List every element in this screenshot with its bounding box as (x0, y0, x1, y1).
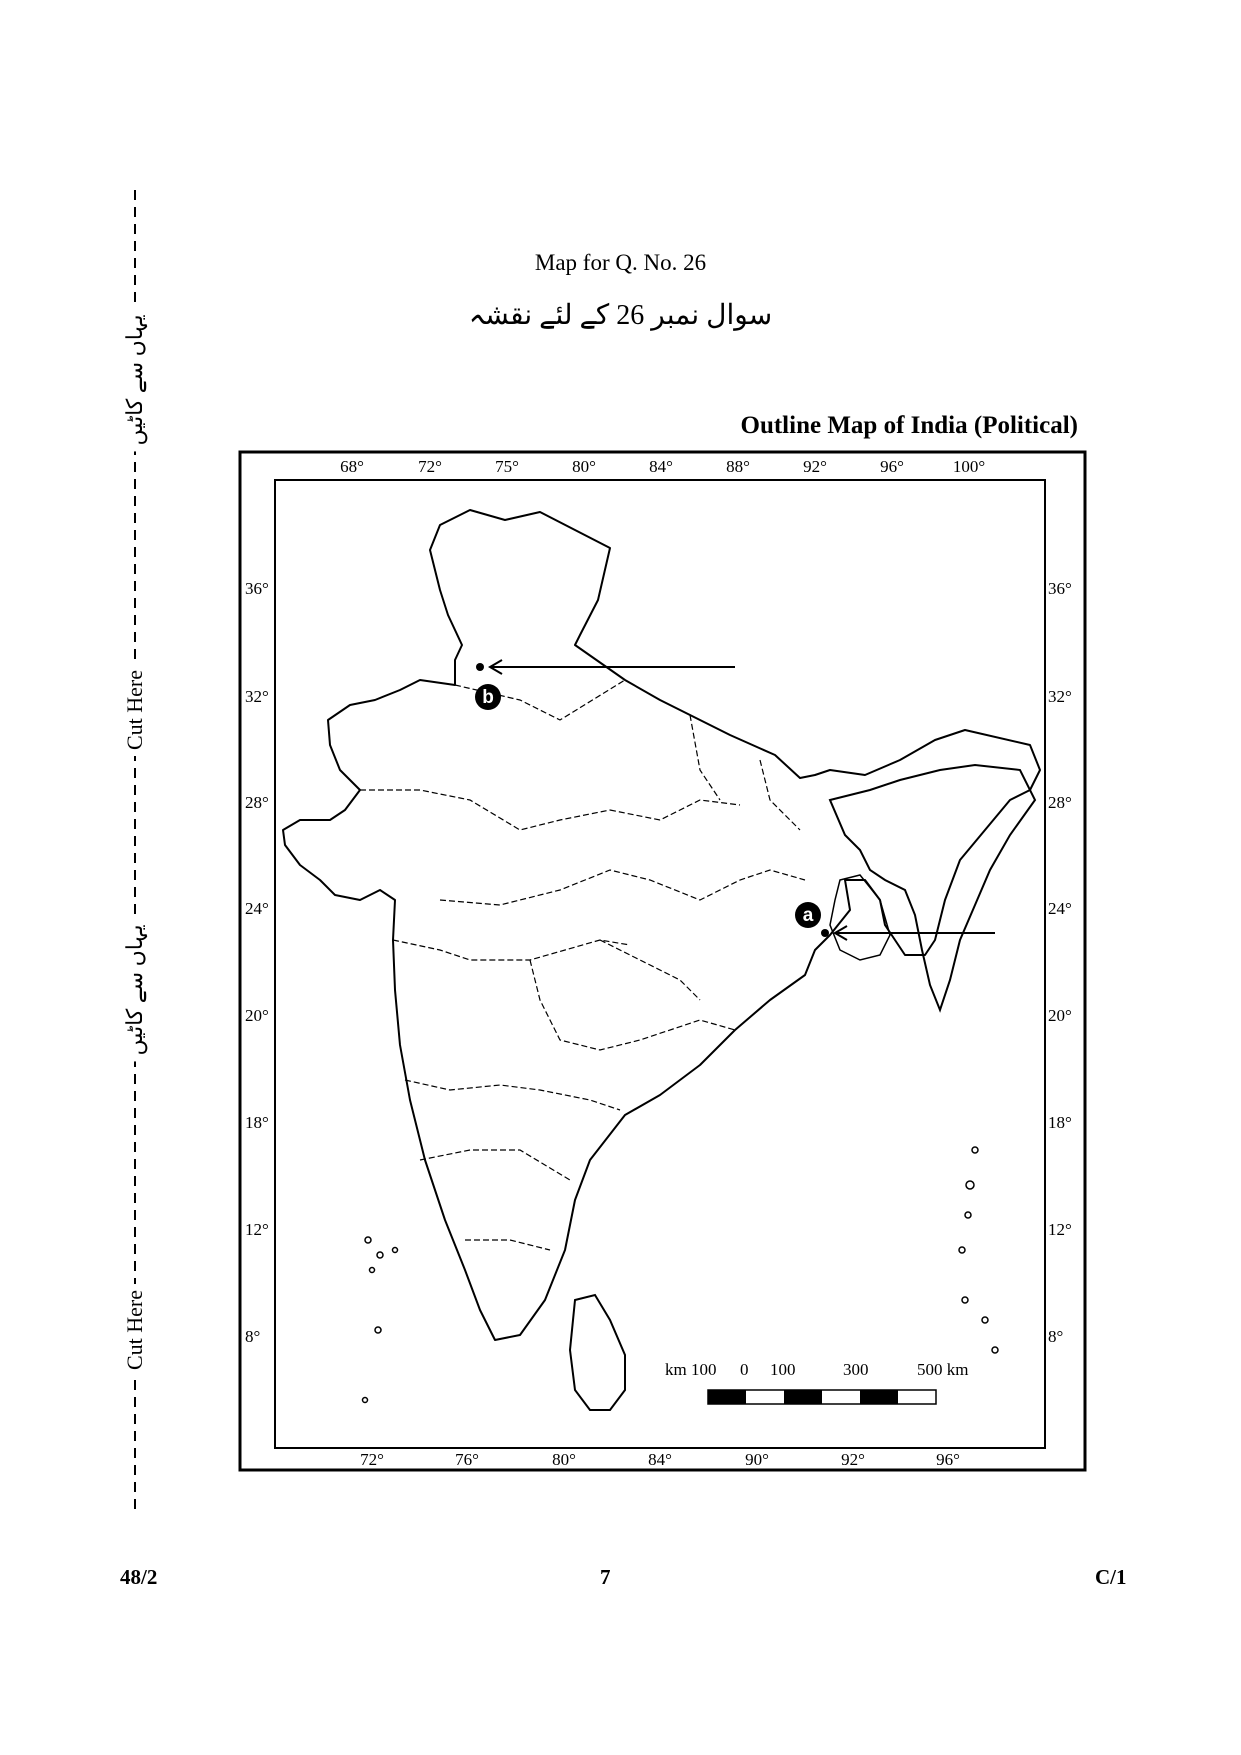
tick-label: 92° (841, 1450, 865, 1469)
paper-code: 48/2 (120, 1565, 158, 1589)
marker-b-point (476, 663, 484, 671)
marker-b-label: b (482, 687, 494, 708)
tick-label: 84° (649, 457, 673, 476)
tick-label: 20° (1048, 1006, 1072, 1025)
tick-label: 24° (245, 899, 269, 918)
tick-label: 75° (495, 457, 519, 476)
tick-label: 68° (340, 457, 364, 476)
tick-label: 72° (360, 1450, 384, 1469)
tick-label: 96° (936, 1450, 960, 1469)
map-title: Outline Map of India (Political) (740, 412, 1078, 439)
set-code: C/1 (1095, 1565, 1127, 1589)
tick-label: 72° (418, 457, 442, 476)
cut-label-english: Cut Here (122, 1284, 148, 1376)
tick-label: 36° (1048, 579, 1072, 598)
question-title-urdu: سوال نمبر 26 کے لئے نقشہ (468, 300, 773, 331)
tick-label: 12° (1048, 1220, 1072, 1239)
inner-frame (275, 480, 1045, 1448)
tick-label: 18° (245, 1113, 269, 1132)
right-ticks (1048, 579, 1072, 1346)
tick-label: 84° (648, 1450, 672, 1469)
tick-label: 100° (952, 457, 986, 476)
tick-label: 36° (245, 579, 269, 598)
sri-lanka-outline (570, 1295, 625, 1410)
tick-label: 80° (572, 457, 596, 476)
tick-label: 8° (1048, 1327, 1064, 1346)
tick-label: 76° (455, 1450, 479, 1469)
marker-a-label: a (802, 905, 814, 926)
scale-bar (665, 1360, 968, 1404)
page-number: 7 (600, 1565, 611, 1589)
tick-label: 12° (245, 1220, 269, 1239)
cut-label-urdu: یہاں سے کاٹیں (122, 919, 148, 1062)
tick-label: 90° (745, 1450, 769, 1469)
northeast-outline (830, 765, 1035, 1010)
tick-label: 28° (245, 793, 269, 812)
tick-label: 80° (552, 1450, 576, 1469)
question-title: Map for Q. No. 26 (534, 250, 707, 275)
outer-frame (240, 452, 1085, 1470)
tick-label: 88° (726, 457, 750, 476)
tick-label: 24° (1048, 899, 1072, 918)
india-outline (283, 510, 1040, 1340)
marker-a-point (821, 929, 829, 937)
cut-label-english: Cut Here (122, 664, 148, 756)
cut-label-urdu: یہاں سے کاٹیں (122, 309, 148, 452)
left-ticks (245, 579, 269, 1346)
tick-label: 28° (1048, 793, 1072, 812)
scale-label: 300 (843, 1360, 869, 1379)
bottom-ticks (360, 1450, 960, 1469)
tick-label: 18° (1048, 1113, 1072, 1132)
scale-label: 100 (770, 1360, 796, 1379)
scale-label: km 100 (665, 1360, 717, 1379)
top-ticks (340, 457, 985, 476)
bangladesh-outline (830, 875, 890, 960)
tick-label: 20° (245, 1006, 269, 1025)
scale-label: 0 (740, 1360, 749, 1379)
tick-label: 92° (803, 457, 827, 476)
tick-label: 32° (1048, 687, 1072, 706)
tick-label: 96° (880, 457, 904, 476)
tick-label: 8° (245, 1327, 261, 1346)
scale-label: 500 km (917, 1360, 969, 1379)
tick-label: 32° (245, 687, 269, 706)
